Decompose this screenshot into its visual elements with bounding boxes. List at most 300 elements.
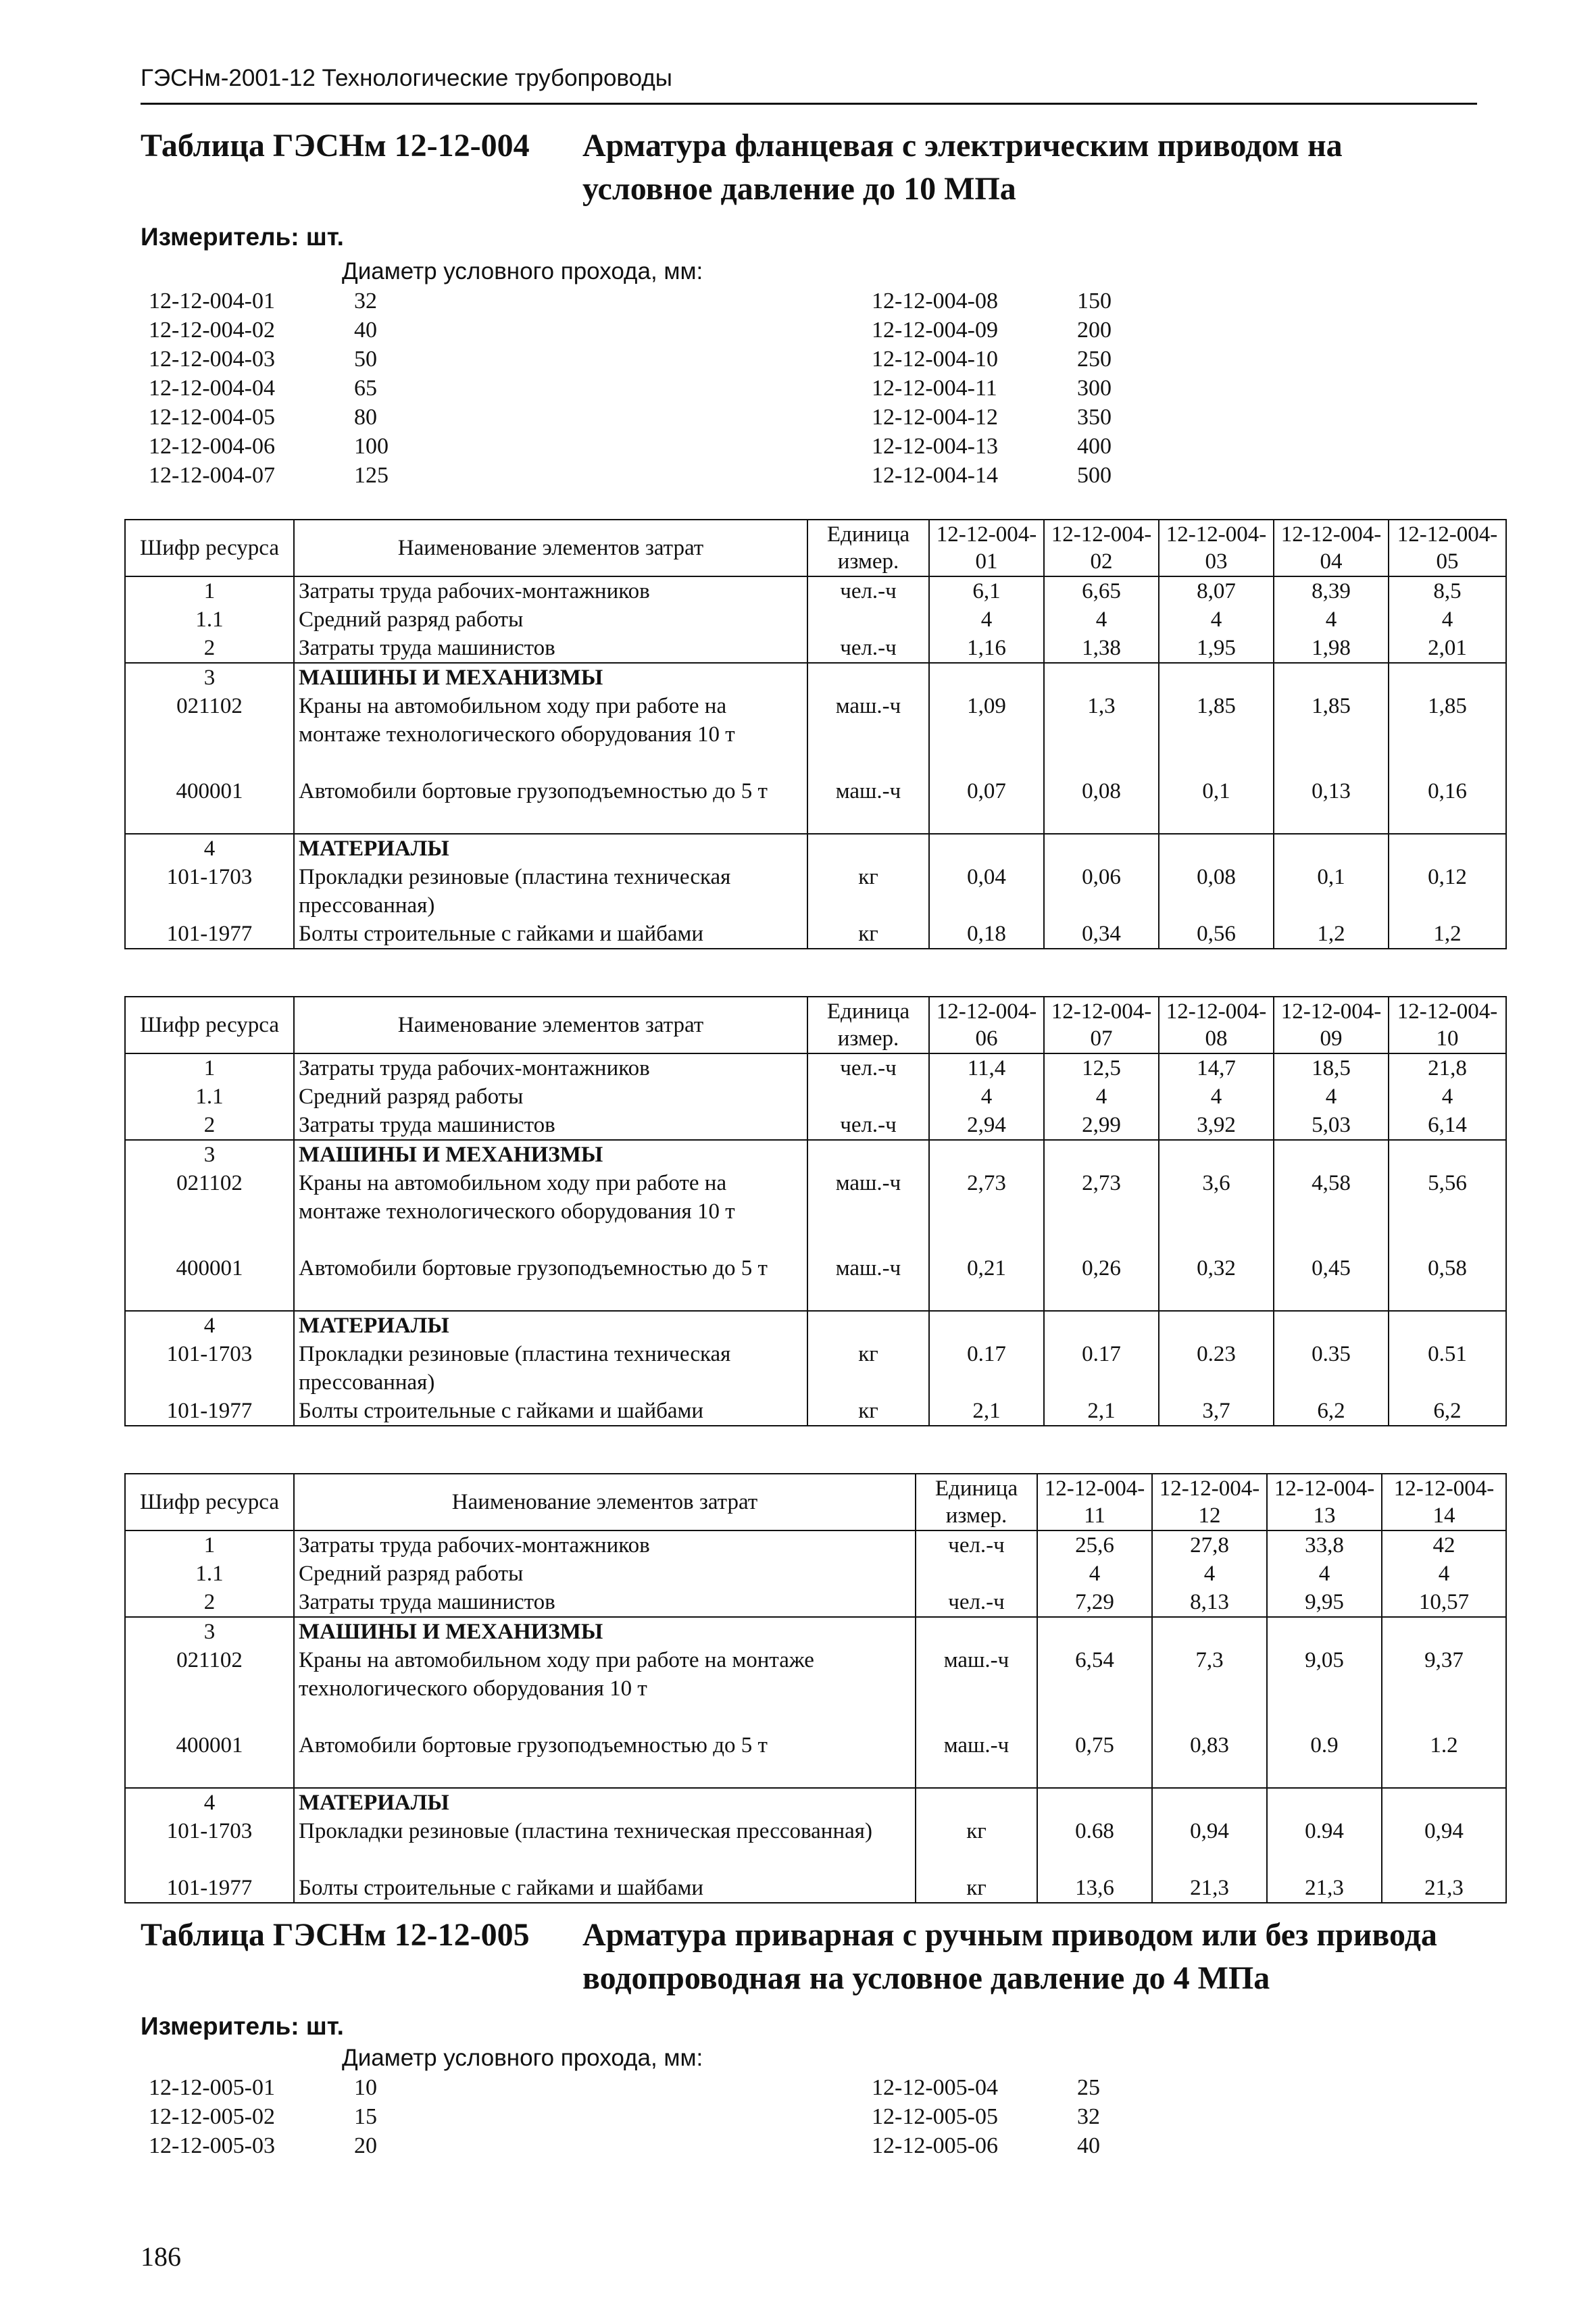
cell-value: 0,07 [929,777,1044,834]
cell-value: 3,7 [1159,1397,1274,1426]
cell-unit: маш.-ч [807,777,929,834]
cell-code: 021102 [125,1646,294,1731]
cell-value: 21,3 [1382,1874,1506,1903]
cell-value: 13,6 [1037,1874,1152,1903]
resource-table-2 [124,996,1507,1426]
table-row [125,1397,1506,1426]
cell-name: Средний разряд работы [294,1560,916,1588]
cell-value: 6,54 [1037,1646,1152,1731]
section-title: МАШИНЫ И МЕХАНИЗМЫ [294,663,807,692]
col-header-norm-code: 12-12-004-10 [1389,997,1506,1053]
cell-value [1159,834,1274,863]
cell-value [929,1140,1044,1169]
header-rule [141,103,1477,105]
code-item: 12-12-005-02 [149,2104,275,2129]
cell-value: 0,13 [1274,777,1389,834]
cell-value [1274,1311,1389,1340]
cell-value: 7,3 [1152,1646,1267,1731]
section-row [125,663,1506,692]
cell-value: 25,6 [1037,1530,1152,1560]
cell-value: 21,3 [1152,1874,1267,1903]
diameter-value: 40 [354,318,377,343]
cell-unit: кг [916,1817,1037,1874]
cell-value: 1,2 [1389,920,1506,949]
cell-code: 1.1 [125,1082,294,1111]
cell-value: 6,14 [1389,1111,1506,1140]
section-row [125,834,1506,863]
cell-code: 1 [125,1530,294,1560]
cell-unit [916,1560,1037,1588]
table-004-title: Арматура фланцевая с электрическим приводом на условное давление до 10 МПа [582,128,1343,207]
diameter-value: 200 [1077,318,1112,343]
table-row [125,1646,1506,1731]
cell-code: 3 [125,1140,294,1169]
diameter-value: 65 [354,376,377,401]
cell-code: 4 [125,1788,294,1817]
cell-value [1037,1617,1152,1646]
cell-value: 1,3 [1044,692,1159,777]
cell-value [1389,834,1506,863]
cell-name: Прокладки резиновые (пластина техническая прессованная) [294,1817,916,1874]
cell-value: 0,94 [1152,1817,1267,1874]
cell-value: 0,34 [1044,920,1159,949]
section-title: МАТЕРИАЛЫ [294,1311,807,1340]
cell-value: 9,37 [1382,1646,1506,1731]
cell-code: 400001 [125,777,294,834]
diameter-label-004: Диаметр условного прохода, мм: [342,258,703,284]
measure-004: Измеритель: шт. [141,223,344,251]
cell-code: 3 [125,663,294,692]
page-number: 186 [141,2241,181,2272]
cell-value: 8,13 [1152,1588,1267,1617]
cell-value: 8,39 [1274,576,1389,605]
code-item: 12-12-004-13 [872,434,998,459]
cell-value: 12,5 [1044,1053,1159,1082]
cell-unit [916,1617,1037,1646]
cell-value: 1,09 [929,692,1044,777]
cell-value: 8,5 [1389,576,1506,605]
code-item: 12-12-004-03 [149,347,275,372]
cell-unit [807,834,929,863]
cell-value [929,834,1044,863]
cell-value [1037,1788,1152,1817]
table-005-id: Таблица ГЭСНм 12-12-005 [141,1917,530,1953]
cell-code: 400001 [125,1254,294,1311]
diameter-value: 32 [354,289,377,314]
section-title: МАТЕРИАЛЫ [294,1788,916,1817]
cell-value: 0,58 [1389,1254,1506,1311]
cell-value: 1.2 [1382,1731,1506,1788]
code-item: 12-12-005-04 [872,2075,998,2100]
diameter-value: 15 [354,2104,377,2129]
cell-value: 0.17 [1044,1340,1159,1397]
col-header-name: Наименование элементов затрат [294,1474,916,1530]
cell-value [1044,834,1159,863]
cell-value [1389,1140,1506,1169]
code-item: 12-12-005-05 [872,2104,998,2129]
cell-code: 2 [125,1588,294,1617]
cell-value: 0,08 [1044,777,1159,834]
cell-code: 1 [125,1053,294,1082]
cell-value: 4 [1274,1082,1389,1111]
cell-value: 2,1 [929,1397,1044,1426]
cell-name: Затраты труда машинистов [294,1588,916,1617]
cell-name: Затраты труда рабочих-монтажников [294,1530,916,1560]
diameter-value: 20 [354,2133,377,2158]
cell-value: 4 [1037,1560,1152,1588]
cell-value: 1,85 [1389,692,1506,777]
cell-value: 1,85 [1159,692,1274,777]
cell-code: 101-1703 [125,863,294,920]
cell-value: 2,1 [1044,1397,1159,1426]
diameter-value: 300 [1077,376,1112,401]
cell-value: 0.94 [1267,1817,1382,1874]
col-header-norm-code: 12-12-004-06 [929,997,1044,1053]
cell-value [1159,1311,1274,1340]
cell-value: 2,01 [1389,634,1506,663]
cell-value: 5,03 [1274,1111,1389,1140]
cell-name: Краны на автомобильном ходу при работе на монтаже технологического оборудования 10 т [294,692,807,777]
cell-value: 0,21 [929,1254,1044,1311]
cell-name: Затраты труда рабочих-монтажников [294,576,807,605]
cell-value [1274,663,1389,692]
cell-code: 021102 [125,692,294,777]
cell-value [1274,1140,1389,1169]
cell-value [1044,1311,1159,1340]
code-item: 12-12-004-01 [149,289,275,314]
measure-005: Измеритель: шт. [141,2012,344,2040]
cell-code: 3 [125,1617,294,1646]
cell-value: 0,12 [1389,863,1506,920]
cell-code: 101-1977 [125,1397,294,1426]
cell-code: 4 [125,834,294,863]
cell-value: 4 [1152,1560,1267,1588]
table-004-id: Таблица ГЭСНм 12-12-004 [141,128,530,164]
cell-value: 1,2 [1274,920,1389,949]
cell-unit: чел.-ч [807,1053,929,1082]
cell-name: Средний разряд работы [294,1082,807,1111]
cell-value: 4 [1044,605,1159,634]
diameter-value: 32 [1077,2104,1100,2129]
cell-value [929,1311,1044,1340]
cell-unit: кг [916,1874,1037,1903]
diameter-value: 80 [354,405,377,430]
cell-value: 2,73 [929,1169,1044,1254]
cell-value: 0.35 [1274,1340,1389,1397]
cell-unit [916,1788,1037,1817]
cell-value: 4 [1159,605,1274,634]
col-header-norm-code: 12-12-004-12 [1152,1474,1267,1530]
col-header-name: Наименование элементов затрат [294,520,807,576]
cell-code: 1.1 [125,1560,294,1588]
section-row [125,1140,1506,1169]
cell-value: 0,06 [1044,863,1159,920]
cell-value: 21,3 [1267,1874,1382,1903]
cell-value [1274,834,1389,863]
resource-table-1 [124,519,1507,949]
diameter-value: 125 [354,463,389,488]
col-header-norm-code: 12-12-004-02 [1044,520,1159,576]
cell-value: 2,99 [1044,1111,1159,1140]
table-row [125,1053,1506,1082]
cell-value: 7,29 [1037,1588,1152,1617]
cell-value: 4 [1382,1560,1506,1588]
resource-table-3 [124,1473,1507,1903]
cell-name: Прокладки резиновые (пластина техническая прессованная) [294,1340,807,1397]
table-row [125,1560,1506,1588]
cell-value [1152,1617,1267,1646]
cell-value: 4 [1267,1560,1382,1588]
diameter-label-005: Диаметр условного прохода, мм: [342,2045,703,2071]
cell-name: Затраты труда машинистов [294,634,807,663]
header-row [125,997,1506,1053]
cell-unit: кг [807,920,929,949]
cell-value: 4 [1389,1082,1506,1111]
table-row [125,634,1506,663]
cell-value: 4,58 [1274,1169,1389,1254]
cell-value: 18,5 [1274,1053,1389,1082]
cell-name: Затраты труда машинистов [294,1111,807,1140]
cell-value: 4 [929,1082,1044,1111]
col-header-unit: Единица измер. [916,1474,1037,1530]
cell-value: 1,38 [1044,634,1159,663]
cell-code: 400001 [125,1731,294,1788]
diameter-value: 40 [1077,2133,1100,2158]
cell-unit: маш.-ч [916,1646,1037,1731]
cell-value [1159,663,1274,692]
col-header-norm-code: 12-12-004-05 [1389,520,1506,576]
cell-unit: чел.-ч [916,1588,1037,1617]
cell-value: 0,94 [1382,1817,1506,1874]
table-row [125,1082,1506,1111]
diameter-value: 25 [1077,2075,1100,2100]
code-item: 12-12-004-02 [149,318,275,343]
header-row [125,1474,1506,1530]
col-header-norm-code: 12-12-004-07 [1044,997,1159,1053]
cell-value: 6,65 [1044,576,1159,605]
cell-code: 101-1977 [125,920,294,949]
table-row [125,576,1506,605]
cell-unit: чел.-ч [807,1111,929,1140]
diameter-value: 10 [354,2075,377,2100]
cell-value: 0.17 [929,1340,1044,1397]
col-header-norm-code: 12-12-004-08 [1159,997,1274,1053]
cell-value: 0,1 [1159,777,1274,834]
cell-value: 0,18 [929,920,1044,949]
code-item: 12-12-005-06 [872,2133,998,2158]
cell-value: 4 [1159,1082,1274,1111]
section-title: МАШИНЫ И МЕХАНИЗМЫ [294,1140,807,1169]
section-title: МАТЕРИАЛЫ [294,834,807,863]
table-row [125,1817,1506,1874]
cell-value: 1,85 [1274,692,1389,777]
table-row [125,1874,1506,1903]
diameter-value: 50 [354,347,377,372]
table-row [125,777,1506,834]
cell-name: Автомобили бортовые грузоподъемностью до 5 т [294,777,807,834]
cell-value: 0,32 [1159,1254,1274,1311]
cell-value: 0,1 [1274,863,1389,920]
cell-code: 021102 [125,1169,294,1254]
cell-value: 2,73 [1044,1169,1159,1254]
cell-name: Прокладки резиновые (пластина техническая прессованная) [294,863,807,920]
col-header-norm-code: 12-12-004-14 [1382,1474,1506,1530]
cell-code: 101-1703 [125,1340,294,1397]
cell-value [1159,1140,1274,1169]
cell-unit: маш.-ч [916,1731,1037,1788]
code-item: 12-12-004-12 [872,405,998,430]
code-item: 12-12-004-09 [872,318,998,343]
cell-unit [807,1082,929,1111]
cell-name: Автомобили бортовые грузоподъемностью до 5 т [294,1254,807,1311]
cell-name: Средний разряд работы [294,605,807,634]
diameter-value: 100 [354,434,389,459]
cell-value: 6,2 [1274,1397,1389,1426]
cell-name: Краны на автомобильном ходу при работе на монтаже технологического оборудования 10 т [294,1646,916,1731]
col-header-code: Шифр ресурса [125,1474,294,1530]
cell-unit [807,1140,929,1169]
code-item: 12-12-005-03 [149,2133,275,2158]
cell-code: 4 [125,1311,294,1340]
page-header: ГЭСНм-2001-12 Технологические трубопроводы [141,65,672,91]
col-header-norm-code: 12-12-004-03 [1159,520,1274,576]
cell-unit [807,605,929,634]
cell-name: Автомобили бортовые грузоподъемностью до 5 т [294,1731,916,1788]
cell-unit: кг [807,1340,929,1397]
cell-value: 6,2 [1389,1397,1506,1426]
cell-value: 8,07 [1159,576,1274,605]
cell-value: 11,4 [929,1053,1044,1082]
header-row [125,520,1506,576]
cell-value [1267,1617,1382,1646]
cell-unit: маш.-ч [807,692,929,777]
cell-value: 33,8 [1267,1530,1382,1560]
code-item: 12-12-004-06 [149,434,275,459]
table-row [125,605,1506,634]
code-item: 12-12-004-11 [872,376,997,401]
code-item: 12-12-004-10 [872,347,998,372]
cell-unit: чел.-ч [916,1530,1037,1560]
code-item: 12-12-004-07 [149,463,275,488]
cell-value: 0,08 [1159,863,1274,920]
table-row [125,1169,1506,1254]
code-item: 12-12-004-04 [149,376,275,401]
section-row [125,1617,1506,1646]
cell-value: 0,56 [1159,920,1274,949]
cell-value: 27,8 [1152,1530,1267,1560]
section-row [125,1788,1506,1817]
cell-value: 0.23 [1159,1340,1274,1397]
cell-value [1152,1788,1267,1817]
table-row [125,1340,1506,1397]
diameter-value: 250 [1077,347,1112,372]
diameter-value: 400 [1077,434,1112,459]
cell-name: Болты строительные с гайками и шайбами [294,920,807,949]
table-row [125,1588,1506,1617]
cell-value: 0.9 [1267,1731,1382,1788]
table-row [125,1111,1506,1140]
code-item: 12-12-004-05 [149,405,275,430]
cell-value: 3,92 [1159,1111,1274,1140]
cell-value [1389,663,1506,692]
cell-value: 2,94 [929,1111,1044,1140]
col-header-name: Наименование элементов затрат [294,997,807,1053]
cell-name: Краны на автомобильном ходу при работе на монтаже технологического оборудования 10 т [294,1169,807,1254]
cell-value: 0.68 [1037,1817,1152,1874]
cell-value [1267,1788,1382,1817]
cell-value: 5,56 [1389,1169,1506,1254]
col-header-code: Шифр ресурса [125,520,294,576]
cell-code: 101-1703 [125,1817,294,1874]
cell-value: 3,6 [1159,1169,1274,1254]
table-row [125,863,1506,920]
cell-value: 21,8 [1389,1053,1506,1082]
col-header-unit: Единица измер. [807,520,929,576]
table-row [125,920,1506,949]
cell-value: 0,75 [1037,1731,1152,1788]
cell-code: 2 [125,634,294,663]
cell-value: 14,7 [1159,1053,1274,1082]
col-header-norm-code: 12-12-004-04 [1274,520,1389,576]
cell-value: 0,26 [1044,1254,1159,1311]
cell-code: 2 [125,1111,294,1140]
cell-value: 0.51 [1389,1340,1506,1397]
cell-value: 42 [1382,1530,1506,1560]
table-row [125,692,1506,777]
cell-name: Болты строительные с гайками и шайбами [294,1874,916,1903]
cell-code: 1.1 [125,605,294,634]
code-item: 12-12-005-01 [149,2075,275,2100]
cell-code: 1 [125,576,294,605]
cell-value [1044,663,1159,692]
cell-value: 4 [929,605,1044,634]
col-header-norm-code: 12-12-004-09 [1274,997,1389,1053]
cell-value [1382,1617,1506,1646]
section-title: МАШИНЫ И МЕХАНИЗМЫ [294,1617,916,1646]
cell-value: 4 [1274,605,1389,634]
diameter-value: 350 [1077,405,1112,430]
cell-value: 9,95 [1267,1588,1382,1617]
col-header-norm-code: 12-12-004-13 [1267,1474,1382,1530]
diameter-value: 500 [1077,463,1112,488]
cell-value: 4 [1389,605,1506,634]
cell-value: 0,83 [1152,1731,1267,1788]
cell-value: 1,98 [1274,634,1389,663]
cell-value: 0,16 [1389,777,1506,834]
cell-value: 4 [1044,1082,1159,1111]
cell-unit: маш.-ч [807,1169,929,1254]
cell-code: 101-1977 [125,1874,294,1903]
cell-unit: кг [807,1397,929,1426]
cell-name: Затраты труда рабочих-монтажников [294,1053,807,1082]
cell-value: 9,05 [1267,1646,1382,1731]
cell-value: 0,45 [1274,1254,1389,1311]
code-item: 12-12-004-14 [872,463,998,488]
diameter-value: 150 [1077,289,1112,314]
cell-unit: чел.-ч [807,634,929,663]
cell-unit: чел.-ч [807,576,929,605]
code-item: 12-12-004-08 [872,289,998,314]
cell-name: Болты строительные с гайками и шайбами [294,1397,807,1426]
col-header-norm-code: 12-12-004-01 [929,520,1044,576]
cell-unit [807,1311,929,1340]
cell-value: 1,16 [929,634,1044,663]
col-header-code: Шифр ресурса [125,997,294,1053]
table-row [125,1530,1506,1560]
cell-value: 0,04 [929,863,1044,920]
table-row [125,1731,1506,1788]
cell-unit: маш.-ч [807,1254,929,1311]
